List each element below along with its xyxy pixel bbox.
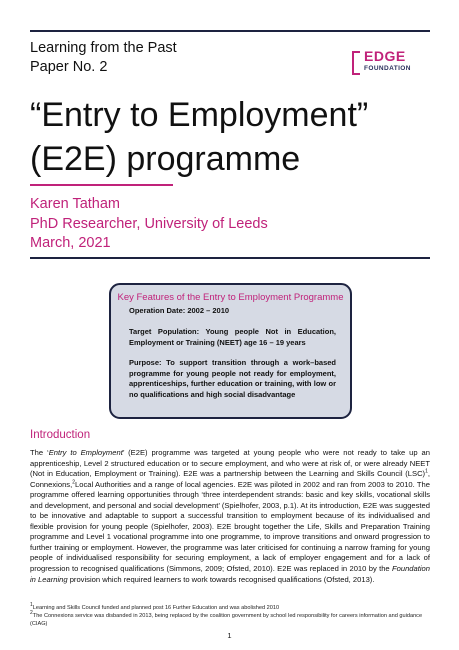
key-features-title: Key Features of the Entry to Employment Programme xyxy=(117,292,344,303)
introduction-paragraph xyxy=(30,448,430,585)
paragraph-text: Local Authorities and a range of local agencies. E2E was piloted in 2002 and ran from 2003 to 2010. The programme offered learning opportunities through ‘three interdependent strands: basic and key skills, vocational skills and development, and personal and social development’ (Spielhofer, 2003, p.1). At its introduction, E2E was suggested to be innovative and adaptable to support a successful transition to employment because of its individualised and flexible provision for young people (Spielhofer, 2003). E2E brought together the Life, Skills and Preparation Training programme and Level 1 vocational programme into one programme, to improve transitions and onward progression to further training or employment. However, the programme was later criticised for continuing a narrow framing for young people of individualised responsibility for securing employment, a lack of employer engagement and for a lack of progression to recognised qualifications (Simmons, 2009; Ofsted, 2010). E2E was replaced in 2010 by the xyxy=(30,479,430,574)
key-features-box xyxy=(109,283,352,419)
page-title xyxy=(30,93,368,181)
publication-date: March, 2021 xyxy=(30,235,111,251)
title-line-1: “Entry to Employment” xyxy=(30,96,369,134)
logo-edge-text: EDGE xyxy=(364,48,406,64)
paragraph-text: , Connexions, xyxy=(30,469,430,489)
paragraph-text: The ‘ xyxy=(30,448,49,457)
footnote-text: Learning and Skills Council funded and planned post 16 Further Education and was abolished 2010 xyxy=(32,605,280,611)
paragraph-text: ’ (E2E) programme was targeted at young people who were not ready to take up an apprenticeship, Level 2 structured education or to secure employment, and who were at risk of, or were already NEET (Not in Education, Employment or Training). E2E was a partnership between the Learning and Skills Council (LSC) xyxy=(30,448,430,479)
target-population: Target Population: Young people Not in Education, Employment or Training (NEET) age 16 – 19 years xyxy=(129,327,336,347)
edge-foundation-logo xyxy=(352,49,424,77)
logo-foundation-text: FOUNDATION xyxy=(364,65,411,72)
title-line-2: (E2E) programme xyxy=(30,140,301,178)
footnotes xyxy=(30,604,430,628)
footnote-2 xyxy=(30,612,430,628)
programme-name-italic: Entry to Employment xyxy=(48,448,123,457)
paragraph-text: provision which required learners to work towards recognised qualifications (Ofsted, 2013). xyxy=(67,574,375,584)
author-block xyxy=(30,195,268,254)
author-name: Karen Tatham xyxy=(30,196,121,212)
paper-number: Paper No. 2 xyxy=(30,59,108,75)
footnote-number: 2 xyxy=(30,610,33,617)
introduction-heading: Introduction xyxy=(30,429,91,441)
page-number: 1 xyxy=(227,631,232,640)
section-rule xyxy=(30,257,430,259)
author-role: PhD Researcher, University of Leeds xyxy=(30,215,268,232)
top-rule xyxy=(30,30,430,32)
title-underline xyxy=(30,184,173,186)
footnote-ref-2: 2 xyxy=(72,479,75,486)
footnote-ref-1: 1 xyxy=(425,468,428,475)
footnote-number: 1 xyxy=(30,602,33,609)
footnote-text: The Connexions service was disbanded in 2013, being replaced by the coalition government by school led responsibility for careers information and guidance (CIAG) xyxy=(30,613,423,627)
series-name: Learning from the Past xyxy=(30,40,177,56)
operation-date: Operation Date: 2002 – 2010 xyxy=(129,306,230,315)
logo-bracket-icon xyxy=(352,51,360,75)
series-header xyxy=(30,39,177,77)
purpose: Purpose: To support transition through a work–based programme for young people not ready for employment, apprenticeships, further education or training, with low or no qualifications and high social disadvantage xyxy=(129,358,336,399)
foundation-learning-italic: Foundation in Learning xyxy=(30,564,430,584)
footnote-1 xyxy=(30,604,430,612)
